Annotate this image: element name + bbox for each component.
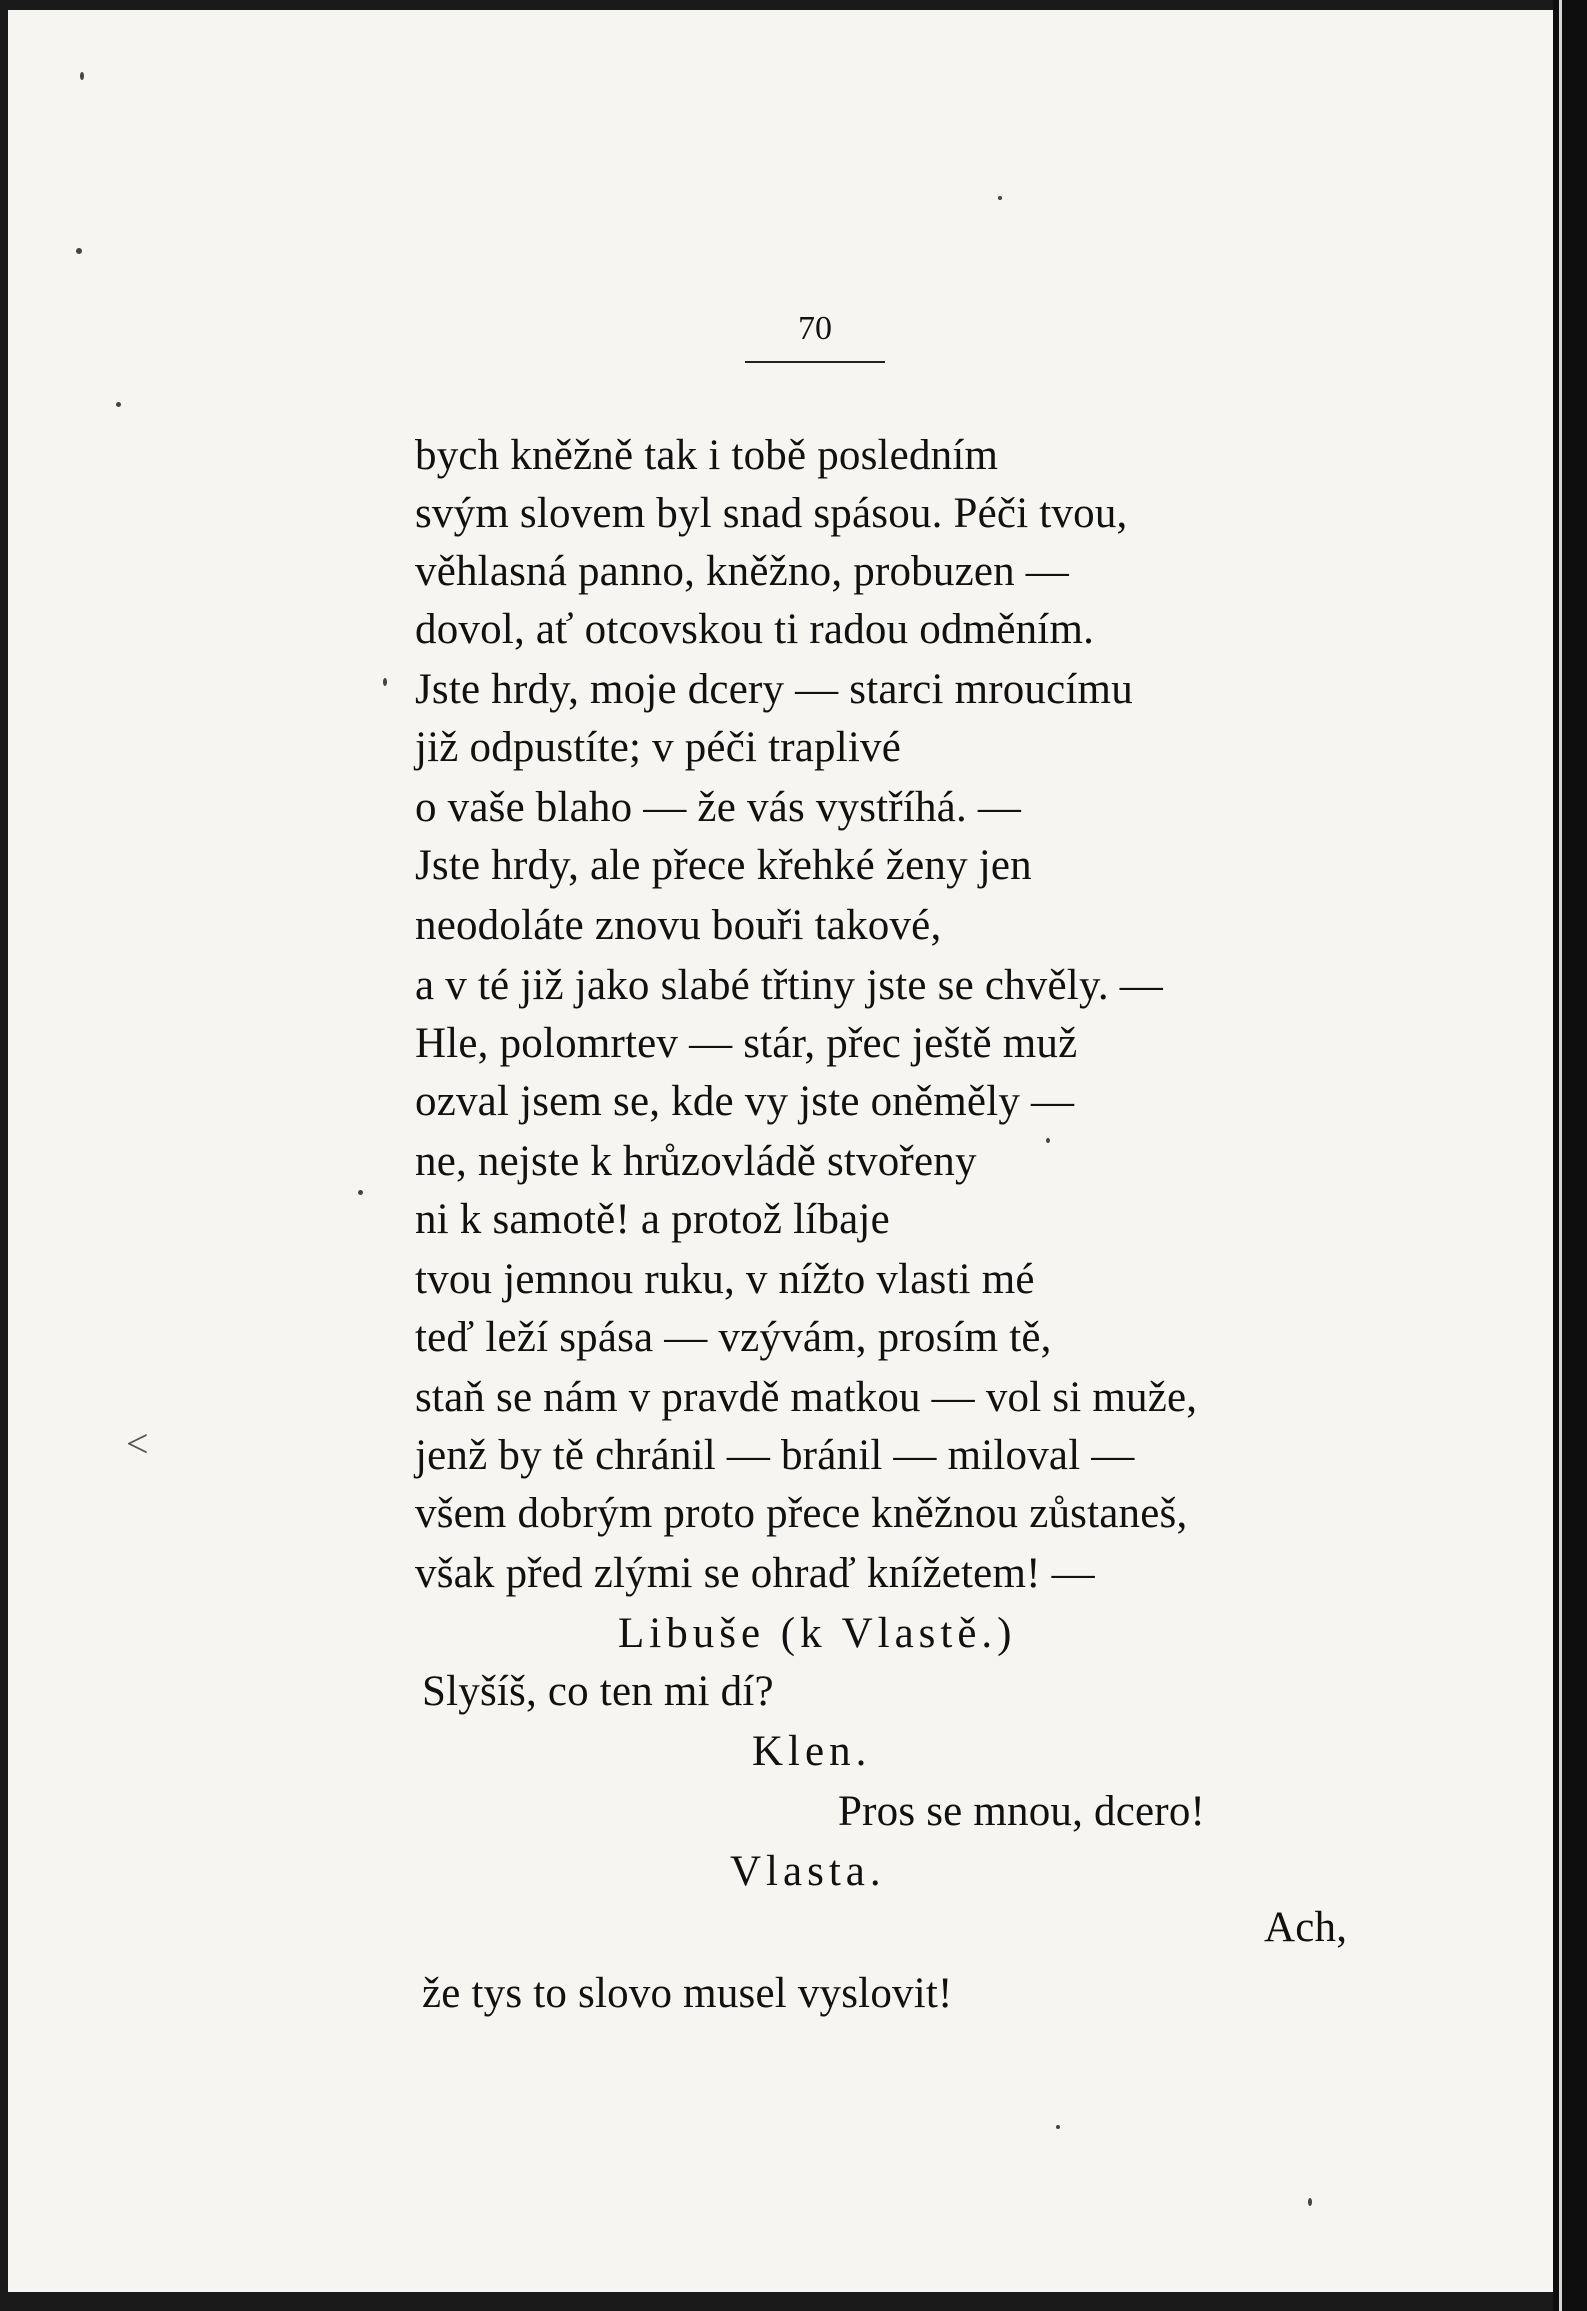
verse-line: ozval jsem se, kde vy jste oněměly —	[415, 1078, 1075, 1125]
verse-line: teď leží spása — vzývám, prosím tě,	[415, 1314, 1052, 1361]
scan-border	[1553, 0, 1587, 2311]
scan-speck	[116, 402, 121, 407]
verse-line: o vaše blaho — že vás vystříhá. —	[415, 784, 1022, 831]
verse-line: a v té již jako slabé třtiny jste se chvěly. —	[415, 962, 1163, 1009]
book-page	[8, 10, 1553, 2292]
speaker-klen: Klen.	[752, 1728, 872, 1775]
verse-line: Hle, polomrtev — stár, přec ještě muž	[415, 1020, 1078, 1067]
scan-speck	[76, 248, 82, 254]
verse-line: tvou jemnou ruku, v nížto vlasti mé	[415, 1256, 1035, 1303]
verse-line: staň se nám v pravdě matkou — vol si muže,	[415, 1374, 1198, 1421]
verse-line: dovol, ať otcovskou ti radou odměním.	[415, 606, 1095, 653]
verse-line: ni k samotě! a protož líbaje	[415, 1196, 890, 1243]
verse-text	[8, 10, 1553, 2292]
verse-line-vlasta: že tys to slovo musel vyslovit!	[422, 1970, 953, 2017]
scan-speck	[80, 72, 84, 80]
verse-line: ne, nejste k hrůzovládě stvořeny	[415, 1138, 977, 1185]
page-number: 70	[798, 310, 832, 347]
verse-line: věhlasná panno, kněžno, probuzen —	[415, 548, 1069, 595]
verse-line: všem dobrým proto přece kněžnou zůstaneš,	[415, 1490, 1188, 1537]
speaker-vlasta: Vlasta.	[730, 1848, 886, 1895]
scan-speck	[1056, 2125, 1060, 2129]
scan-speck	[1308, 2198, 1312, 2206]
margin-chevron-mark: <	[126, 1421, 149, 1466]
scan-speck	[383, 678, 387, 686]
scan-speck	[1046, 1138, 1050, 1143]
verse-line-libuse: Slyšíš, co ten mi dí?	[422, 1668, 774, 1715]
verse-line: již odpustíte; v péči traplivé	[415, 724, 902, 771]
verse-line: svým slovem byl snad spásou. Péči tvou,	[415, 490, 1128, 537]
speaker-libuse: Libuše (k Vlastě.)	[618, 1610, 1017, 1657]
verse-line: Jste hrdy, ale přece křehké ženy jen	[415, 842, 1032, 889]
verse-line-klen: Pros se mnou, dcero!	[838, 1788, 1206, 1835]
verse-line: však před zlými se ohraď knížetem! —	[415, 1550, 1095, 1597]
verse-line: Jste hrdy, moje dcery — starci mroucímu	[415, 666, 1133, 713]
verse-line: bych kněžně tak i tobě posledním	[415, 432, 999, 479]
scan-speck	[998, 196, 1002, 200]
verse-line-vlasta-end: Ach,	[1264, 1904, 1348, 1951]
verse-line: jenž by tě chránil — bránil — miloval —	[415, 1432, 1135, 1479]
scan-speck	[358, 1190, 363, 1195]
verse-line: neodoláte znovu bouři takové,	[415, 902, 942, 949]
